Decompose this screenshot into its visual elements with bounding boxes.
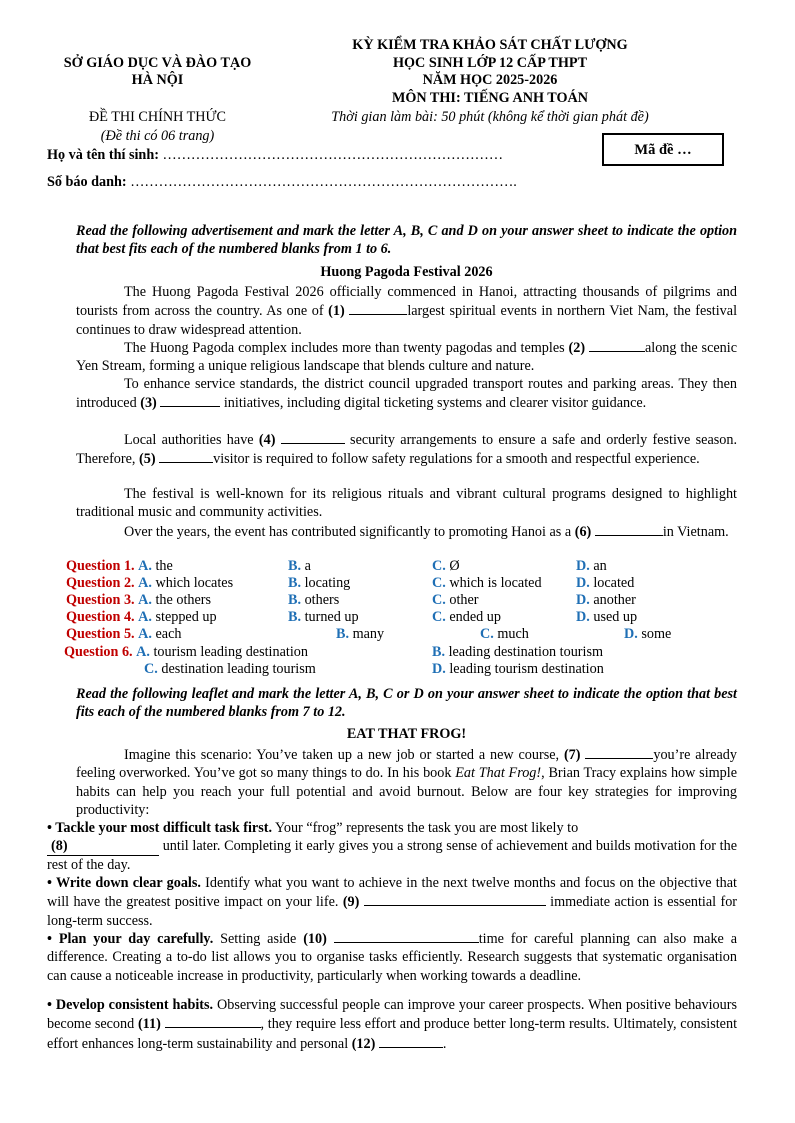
official-exam-label: ĐỀ THI CHÍNH THỨC [89, 109, 226, 125]
q5-option-a[interactable]: each [155, 626, 182, 642]
blank-number-3: (3) [140, 395, 157, 412]
passage1-paragraph-5: The festival is well-known for its religious rituals and vibrant cultural programs designed to highlight traditional music and community activities. [76, 486, 737, 521]
question-5: Question 5. A. each [66, 626, 182, 642]
q4-option-a[interactable]: stepped up [155, 609, 217, 625]
department-line-1: SỞ GIÁO DỤC VÀ ĐÀO TẠO [63, 55, 252, 71]
q4-option-b-wrap: B. turned up [288, 609, 359, 625]
blank-number-5: (5) [139, 451, 156, 468]
q6-option-d[interactable]: leading tourism destination [449, 661, 604, 677]
blank-10 [334, 929, 479, 943]
candidate-name-line [47, 147, 503, 164]
q2-option-d[interactable]: located [593, 575, 635, 591]
q1-option-d-wrap: D. an [576, 558, 607, 574]
blank-6 [595, 522, 663, 536]
exam-subject: MÔN THI: TIẾNG ANH TOÁN [391, 89, 589, 106]
q5-option-d[interactable]: some [641, 626, 672, 642]
exam-title-line-1: KỲ KIỂM TRA KHẢO SÁT CHẤT LƯỢNG [352, 37, 628, 53]
bullet-4: • Develop consistent habits. Observing successful people can improve your career prospects. When positive behaviours become second (11) , they require less effort and produce better long-term results. Ultimately, consistent effort enhances long-term sustainability and personal (12) . [47, 997, 738, 1052]
q5-option-c-wrap: C. much [480, 626, 529, 642]
passage1-paragraph-4: Local authorities have (4) security arrangements to ensure a safe and orderly festive season. Therefore, (5) visitor is required to follow safety regulations for a smooth and respectful experience. [76, 432, 738, 468]
blank-11 [165, 1014, 261, 1028]
blank-number-4: (4) [258, 432, 276, 448]
q5-option-b[interactable]: many [352, 626, 385, 642]
blank-number-8: (8) [47, 837, 159, 856]
q4-option-d[interactable]: used up [593, 609, 638, 625]
bullet-1-continued: (8) until later. Completing it early gives you a strong sense of achievement and builds motivation for the rest of the day. [47, 838, 737, 874]
blank-number-12: (12) [351, 1035, 376, 1052]
bullet-3-heading: • Plan your day carefully. [47, 931, 214, 947]
blank-12 [379, 1034, 443, 1048]
bullet-1: • Tackle your most difficult task first. Your “frog” represents the task you are most likely to [47, 820, 579, 836]
q3-option-c[interactable]: other [449, 592, 479, 608]
book-title: Eat That Frog! [455, 765, 542, 782]
passage1-paragraph-2: The Huong Pagoda complex includes more than twenty pagodas and temples (2) along the scenic Yen Stream, forming a unique religious landscape that blends culture and nature. [76, 340, 738, 375]
q2-option-c-wrap: C. which is located [432, 575, 542, 591]
blank-number-7: (7) [563, 747, 581, 763]
leaflet-intro: Imagine this scenario: You’ve taken up a new job or started a new course, (7) you’re already feeling overworked. You’ve got so many things to do. In his book Eat That Frog!, Brian Tracy explains how simple habits can help you reach your full potential and avoid burnout. Below are four key strategies for improving productivity: [76, 747, 738, 818]
blank-number-2: (2) [568, 340, 586, 356]
question-1: Question 1. A. the [66, 558, 173, 574]
candidate-id-field[interactable]: ………………………………………………………………………. [130, 174, 517, 190]
department-line-2: HÀ NỘI [131, 72, 184, 88]
question-3: Question 3. A. the others [66, 592, 212, 608]
passage1-paragraph-6: Over the years, the event has contributed significantly to promoting Hanoi as a (6) in Vietnam. [124, 524, 729, 540]
q6-option-a[interactable]: tourism leading destination [153, 644, 308, 660]
q4-option-b[interactable]: turned up [304, 609, 359, 625]
q1-option-c-wrap: C. Ø [432, 558, 460, 574]
question-6: Question 6. A. tourism leading destination [64, 644, 308, 660]
q3-option-c-wrap: C. other [432, 592, 479, 608]
q4-option-d-wrap: D. used up [576, 609, 638, 625]
q3-option-d[interactable]: another [593, 592, 636, 608]
q5-option-c[interactable]: much [497, 626, 529, 642]
question-2: Question 2. A. which locates [66, 575, 234, 591]
exam-year: NĂM HỌC 2025-2026 [422, 72, 558, 88]
bullet-4-heading: • Develop consistent habits. [47, 997, 214, 1013]
blank-number-6: (6) [574, 524, 592, 540]
q1-option-b[interactable]: a [304, 558, 311, 574]
bullet-3: • Plan your day carefully. Setting aside (10) time for careful planning can also make a difference. Creating a to-do list allows you to organise tasks efficiently. Research suggests that systematic organisation can cause a noticeable increase in productivity, particularly when working towards a deadline. [47, 931, 738, 984]
blank-number-1: (1) [328, 303, 345, 320]
q2-option-c[interactable]: which is located [449, 575, 542, 591]
q6-option-d-wrap: D. leading tourism destination [432, 661, 604, 677]
exam-title-block [290, 37, 690, 107]
candidate-id-line [47, 174, 517, 191]
blank-5 [159, 449, 213, 463]
q6-option-c[interactable]: destination leading tourism [161, 661, 316, 677]
q2-option-b[interactable]: locating [304, 575, 351, 591]
section1-instruction: Read the following advertisement and mark the letter A, B, C and D on your answer sheet to indicate the option that best fits each of the numbered blanks from 1 to 6. [76, 223, 737, 258]
blank-2 [589, 338, 645, 352]
section2-title: EAT THAT FROG! [346, 726, 467, 742]
blank-number-9: (9) [342, 894, 360, 911]
question-4: Question 4. A. stepped up [66, 609, 217, 625]
q6-option-b[interactable]: leading destination tourism [448, 644, 604, 660]
q4-option-c-wrap: C. ended up [432, 609, 501, 625]
exam-title-line-2: HỌC SINH LỚP 12 CẤP THPT [392, 54, 588, 71]
q1-option-c[interactable]: Ø [449, 558, 460, 574]
bullet-2-heading: • Write down clear goals. [47, 875, 201, 891]
q2-option-a[interactable]: which locates [155, 575, 234, 591]
q3-option-b[interactable]: others [304, 592, 340, 608]
bullet-2: • Write down clear goals. Identify what you want to achieve in the next twelve months and focus on the objective that will have the greatest positive impact on your life. (9) immediate action is essential for long-term success. [47, 875, 738, 929]
q2-option-d-wrap: D. located [576, 575, 635, 591]
section1-title: Huong Pagoda Festival 2026 [320, 264, 493, 280]
q3-option-a[interactable]: the others [155, 592, 212, 608]
q1-option-a[interactable]: the [155, 558, 173, 574]
candidate-id-label: Số báo danh: [47, 174, 127, 190]
blank-4 [281, 430, 345, 444]
candidate-name-field[interactable]: ……………………………………………………………… [162, 147, 503, 163]
passage1-paragraph-3: To enhance service standards, the district council upgraded transport routes and parking areas. They then introduced (3) initiatives, including digital ticketing systems and clearer visitor guidance. [76, 376, 737, 412]
pages-note: (Đề thi có 06 trang) [100, 128, 215, 144]
candidate-name-label: Họ và tên thí sinh: [47, 147, 159, 163]
q3-option-d-wrap: D. another [576, 592, 636, 608]
q6-option-c-wrap: C. destination leading tourism [144, 661, 316, 677]
blank-7 [585, 745, 653, 759]
time-note: Thời gian làm bài: 50 phút (không kể thời gian phát đề) [331, 109, 649, 125]
exam-code-box: Mã đề … [602, 133, 724, 166]
section2-instruction: Read the following leaflet and mark the letter A, B, C or D on your answer sheet to indicate the option that best fits each of the numbered blanks from 7 to 12. [76, 686, 737, 721]
q1-option-b-wrap: B. a [288, 558, 311, 574]
department-name [40, 55, 275, 89]
q1-option-d[interactable]: an [593, 558, 607, 574]
q2-option-b-wrap: B. locating [288, 575, 351, 591]
q5-option-d-wrap: D. some [624, 626, 672, 642]
blank-number-11: (11) [137, 1016, 161, 1033]
q4-option-c[interactable]: ended up [449, 609, 501, 625]
blank-9 [364, 892, 546, 906]
q6-option-b-wrap: B. leading destination tourism [432, 644, 604, 660]
passage1-paragraph-1: The Huong Pagoda Festival 2026 officially commenced in Hanoi, attracting thousands of pilgrims and tourists from across the country. As one of (1) largest spiritual events in northern Viet Nam, the festival continues to draw widespread attention. [76, 284, 738, 338]
bullet-1-heading: • Tackle your most difficult task first. [47, 820, 273, 836]
q3-option-b-wrap: B. others [288, 592, 340, 608]
q5-option-b-wrap: B. many [336, 626, 385, 642]
blank-1 [349, 301, 407, 315]
blank-3 [160, 393, 220, 407]
blank-number-10: (10) [303, 931, 327, 947]
